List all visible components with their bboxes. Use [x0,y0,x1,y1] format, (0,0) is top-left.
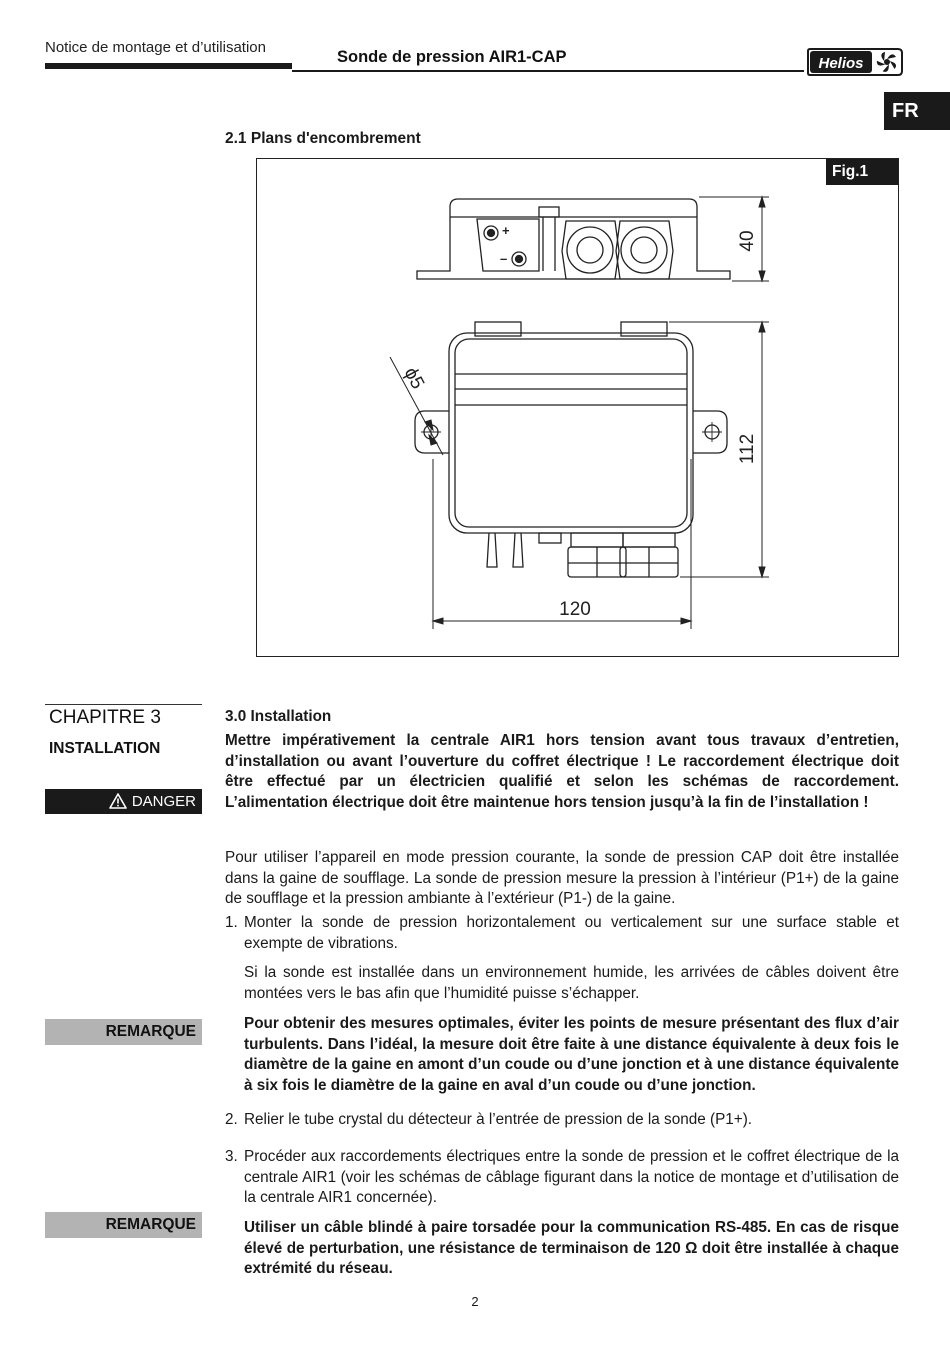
chapter-title: CHAPITRE 3 [49,707,161,728]
header-doc-type: Notice de montage et d’utilisation [45,39,266,56]
list-text-2: Relier le tube crystal du détecteur à l’entrée de pression de la sonde (P1+). [244,1111,753,1128]
header-title: Sonde de pression AIR1-CAP [337,48,567,66]
remark-paragraph-2: Utiliser un câble blindé à paire torsadée pour la communication RS-485. En cas de risque élevé de perturbation, une résistance de terminaison de 120 Ω doit être installée à chaque extrémité du réseau. [244,1219,899,1277]
minus-symbol: – [500,251,508,266]
list-number-1: 1. [225,914,238,931]
dim-120: 120 [559,599,591,620]
header-rule-thick [45,63,292,69]
helios-logo [806,46,904,78]
danger-label [45,789,202,814]
list-text-3: Procéder aux raccordements électriques entre la sonde de pression et le coffret électrique de la centrale AIR1 (voir les schémas de câblage figurant dans la notice de montage et d’utilisation de la centrale AIR1 concernée). [244,1148,899,1206]
chapter-subtitle: INSTALLATION [49,740,161,757]
warning-triangle-icon [109,793,127,809]
logo-text: Helios [818,55,864,72]
danger-paragraph: Mettre impérativement la centrale AIR1 hors tension avant tous travaux d’entretien, d’installation ou avant l’ouverture du coffret électrique ! Le raccordement électrique doit être effectué par un électricien qualifié et selon les schémas de raccordement. L’alimentation électrique doit être maintenue hors tension jusqu’à la fin de l’installation ! [225,732,899,811]
remark-label-1: REMARQUE [45,1019,202,1045]
list-item-2 [225,1110,899,1131]
list-text-1: Monter la sonde de pression horizontalement ou verticalement sur une surface stable et exempte de vibrations. [244,914,899,952]
dim-phi5: ϕ5 [399,364,429,393]
section-heading-2-1: 2.1 Plans d'encombrement [225,130,421,147]
danger-text: DANGER [131,793,196,810]
chapter-rule [45,704,202,705]
intro-paragraph: Pour utiliser l’appareil en mode pression courante, la sonde de pression CAP doit être installée dans la gaine de soufflage. La sonde de pression mesure la pression à l’intérieur (P1+) de la gaine de soufflage et la pression ambiante à l’extérieur (P1-) de la gaine. [225,849,899,907]
list-item-1-note: Si la sonde est installée dans un environnement humide, les arrivées de câbles doivent être montées vers le bas afin que l’humidité puisse s’échapper. [244,964,899,1002]
language-tab: FR [884,92,950,130]
figure-label: Fig.1 [826,159,898,185]
list-item-3 [225,1147,899,1209]
section-heading-3-0: 3.0 Installation [225,708,332,725]
plus-symbol: + [502,223,510,238]
dim-112: 112 [737,433,758,465]
header-rule [292,70,804,72]
remark-paragraph-1: Pour obtenir des mesures optimales, éviter les points de mesure présentant des flux d’air turbulents. Dans l’idéal, la mesure doit être faite à une distance équivalente à deux fois le diamètre de la gaine en amont d’un coude ou d’une jonction et à une distance équivalente à six fois le diamètre de la gaine en aval d’un coude ou d’une jonction. [244,1015,899,1094]
dimension-drawing [257,159,898,656]
list-item-1 [225,913,899,954]
remark-label-2: REMARQUE [45,1212,202,1238]
dim-40: 40 [737,230,758,252]
list-number-2: 2. [225,1111,238,1128]
page-number: 2 [471,1294,479,1309]
list-number-3: 3. [225,1148,238,1165]
